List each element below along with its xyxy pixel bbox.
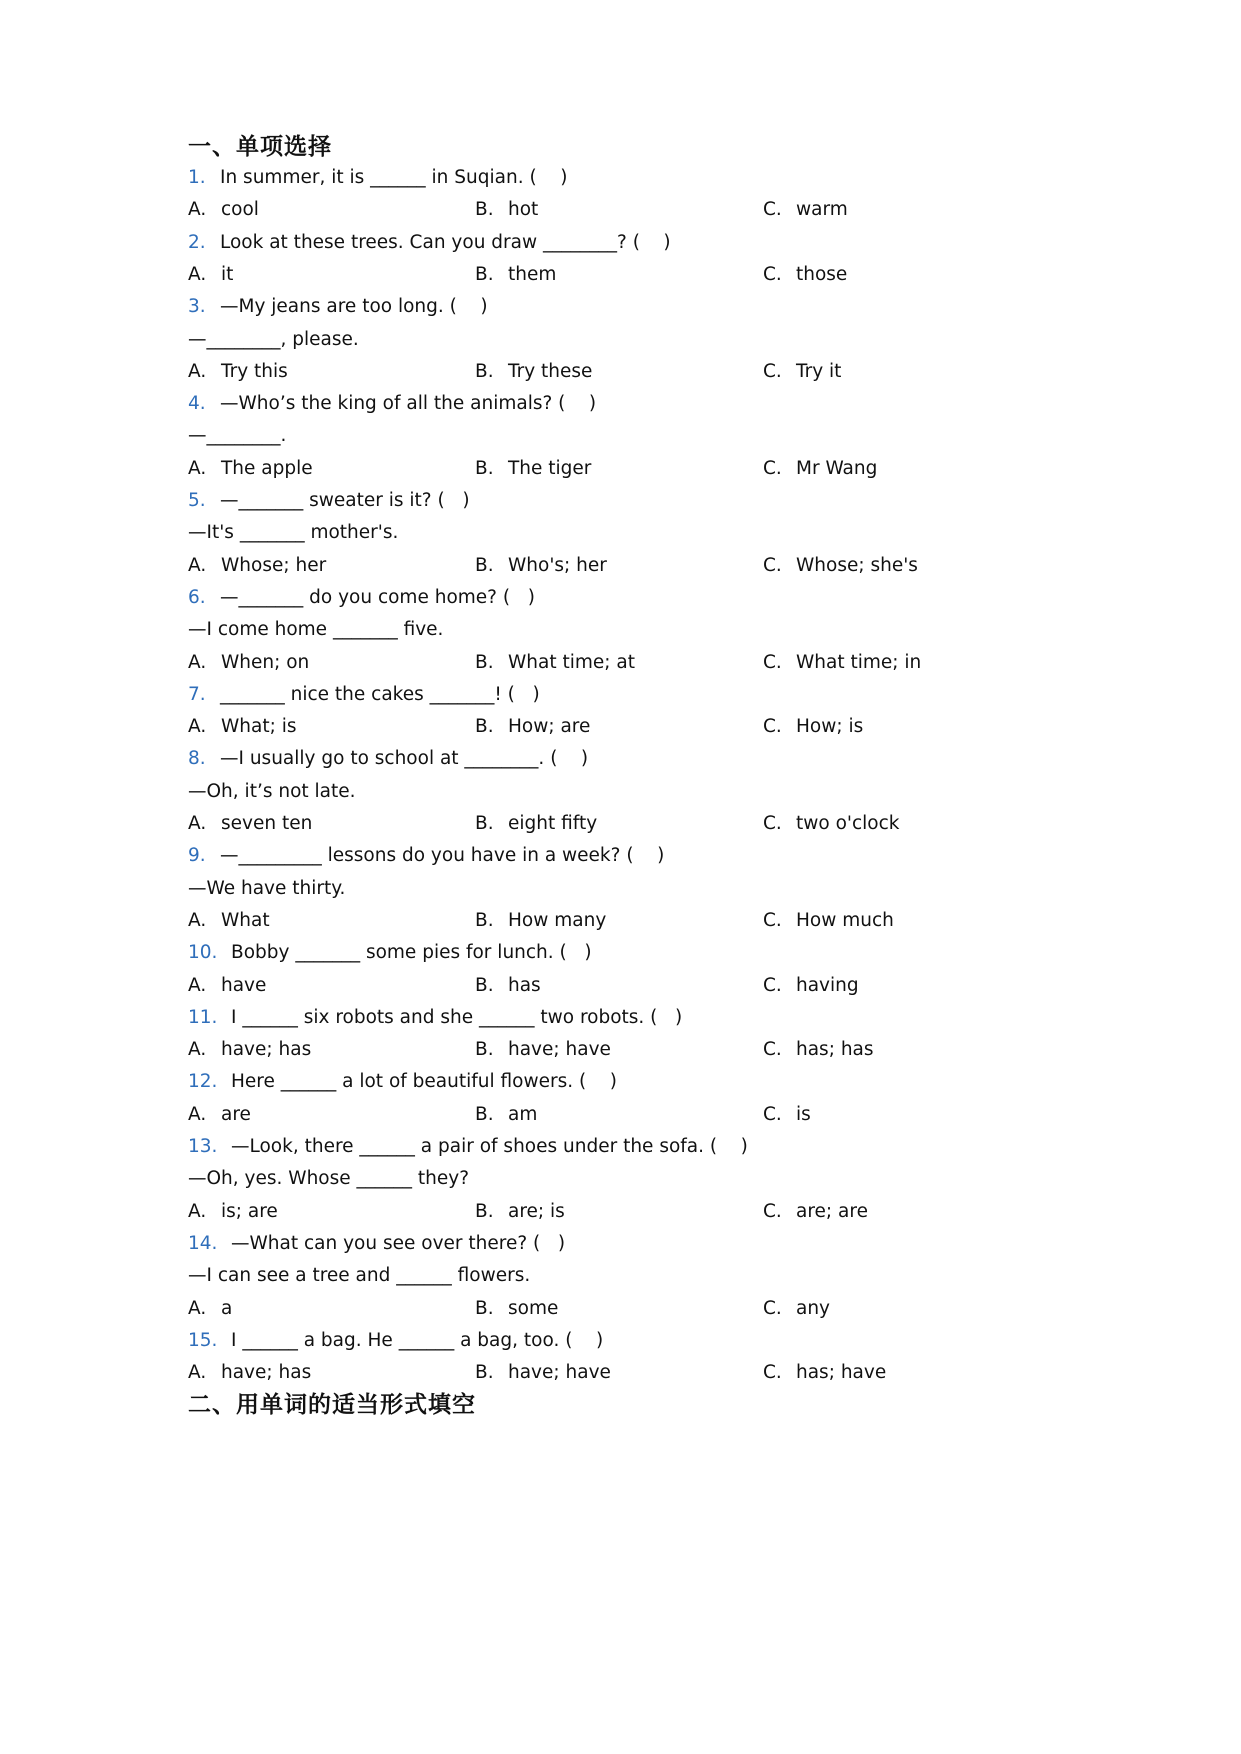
option-text: some xyxy=(508,1297,559,1319)
question-line xyxy=(188,163,567,193)
options-row xyxy=(188,971,1088,1001)
option-text: Whose; her xyxy=(221,554,327,576)
question-text: —________, please. xyxy=(188,328,359,350)
option-a[interactable] xyxy=(188,648,309,678)
question-line xyxy=(188,841,664,871)
question-number: 8. xyxy=(188,748,206,770)
question-number: 13. xyxy=(188,1136,218,1157)
options-row xyxy=(188,357,1088,387)
option-c[interactable] xyxy=(763,357,841,387)
option-text: Mr Wang xyxy=(796,457,878,479)
option-text: is; are xyxy=(221,1200,278,1222)
option-text: How; is xyxy=(796,716,864,738)
option-text: How; are xyxy=(508,716,591,738)
option-text: has; have xyxy=(796,1362,887,1384)
option-text: How much xyxy=(796,909,894,931)
option-c[interactable] xyxy=(763,906,894,936)
option-c[interactable] xyxy=(763,551,918,581)
option-b[interactable] xyxy=(475,195,538,225)
question-line xyxy=(188,744,588,774)
question-line xyxy=(188,680,540,710)
option-c[interactable] xyxy=(763,1358,886,1388)
option-text: those xyxy=(796,263,848,285)
option-letter: B. xyxy=(475,360,494,382)
question-number: 10. xyxy=(188,942,218,964)
option-text: two o'clock xyxy=(796,813,900,834)
option-letter: B. xyxy=(475,1200,494,1222)
option-letter: B. xyxy=(475,651,494,673)
option-a[interactable] xyxy=(188,809,312,839)
option-letter: C. xyxy=(763,360,782,382)
question-number: 5. xyxy=(188,490,206,511)
option-text: any xyxy=(796,1297,831,1319)
question-text: I ______ a bag. He ______ a bag, too. ( ) xyxy=(231,1329,604,1351)
question-number: 4. xyxy=(188,393,206,415)
option-text: has; has xyxy=(796,1039,874,1061)
option-letter: B. xyxy=(475,1103,494,1125)
question-text: —_______ do you come home? ( ) xyxy=(220,586,535,608)
option-text: them xyxy=(508,263,557,285)
option-letter: A. xyxy=(188,263,207,285)
question-line xyxy=(188,389,596,419)
question-line xyxy=(188,1229,565,1259)
question-text: —_________ lessons do you have in a week? ( ) xyxy=(220,845,665,867)
option-letter: A. xyxy=(188,1200,207,1222)
option-letter: C. xyxy=(763,554,782,576)
question-text: —________. xyxy=(188,425,287,447)
option-text: are xyxy=(221,1103,251,1125)
options-row xyxy=(188,1358,1088,1388)
option-text: are; are xyxy=(796,1200,868,1222)
option-a[interactable] xyxy=(188,260,233,290)
option-letter: B. xyxy=(475,813,494,834)
options-row xyxy=(188,260,1088,290)
option-c[interactable] xyxy=(763,648,921,678)
option-text: When; on xyxy=(221,651,310,673)
section-heading: 一、单项选择 xyxy=(188,133,332,160)
option-b[interactable] xyxy=(475,809,597,839)
option-a[interactable] xyxy=(188,454,313,484)
option-b[interactable] xyxy=(475,454,591,484)
option-letter: B. xyxy=(475,1039,494,1061)
answer-line xyxy=(188,325,359,355)
option-text: What time; at xyxy=(508,651,635,673)
question-text: —I come home _______ five. xyxy=(188,619,444,641)
answer-line xyxy=(188,518,398,548)
option-c[interactable] xyxy=(763,1294,830,1324)
question-text: —Who’s the king of all the animals? ( ) xyxy=(220,393,597,415)
option-text: am xyxy=(508,1103,538,1125)
option-letter: C. xyxy=(763,457,782,479)
option-text: have; has xyxy=(221,1362,312,1384)
question-number: 14. xyxy=(188,1232,218,1254)
option-text: is xyxy=(796,1103,811,1125)
question-text: —My jeans are too long. ( ) xyxy=(220,296,488,318)
options-row xyxy=(188,1035,1088,1065)
question-line xyxy=(188,228,671,258)
option-text: Whose; she's xyxy=(796,554,918,576)
option-letter: A. xyxy=(188,974,207,996)
option-letter: A. xyxy=(188,1039,207,1061)
option-b[interactable] xyxy=(475,906,606,936)
options-row xyxy=(188,454,1088,484)
option-c[interactable] xyxy=(763,195,848,225)
question-line xyxy=(188,938,592,968)
option-c[interactable] xyxy=(763,260,847,290)
option-letter: A. xyxy=(188,199,207,221)
option-text: The tiger xyxy=(508,457,592,479)
question-number: 6. xyxy=(188,586,206,608)
option-c[interactable] xyxy=(763,1197,868,1227)
question-number: 15. xyxy=(188,1329,218,1351)
option-text: have; have xyxy=(508,1362,611,1384)
option-letter: C. xyxy=(763,1362,782,1384)
option-c[interactable] xyxy=(763,712,863,742)
option-b[interactable] xyxy=(475,648,635,678)
question-text: I ______ six robots and she ______ two robots. ( ) xyxy=(231,1006,683,1028)
option-letter: B. xyxy=(475,263,494,285)
option-b[interactable] xyxy=(475,1197,565,1227)
options-row xyxy=(188,1294,1088,1324)
option-letter: A. xyxy=(188,813,207,834)
options-row xyxy=(188,551,1088,581)
question-number: 7. xyxy=(188,683,206,705)
question-text: —What can you see over there? ( ) xyxy=(231,1232,566,1254)
answer-line xyxy=(188,1261,530,1291)
option-letter: C. xyxy=(763,974,782,996)
question-text: —Oh, yes. Whose ______ they? xyxy=(188,1168,470,1190)
section-heading: 二、用单词的适当形式填空 xyxy=(188,1391,476,1419)
option-a[interactable] xyxy=(188,1100,251,1130)
question-line xyxy=(188,486,470,516)
option-text: What; is xyxy=(221,716,297,738)
option-text: have; have xyxy=(508,1039,611,1061)
question-text: —Oh, it’s not late. xyxy=(188,780,356,802)
question-text: —I usually go to school at ________. ( ) xyxy=(220,748,589,770)
question-number: 3. xyxy=(188,296,206,318)
option-text: a xyxy=(221,1297,233,1319)
option-b[interactable] xyxy=(475,1100,537,1130)
option-c[interactable] xyxy=(763,1035,874,1065)
option-a[interactable] xyxy=(188,712,297,742)
option-letter: C. xyxy=(763,716,782,738)
question-number: 2. xyxy=(188,231,206,253)
question-text: In summer, it is ______ in Suqian. ( ) xyxy=(220,167,568,188)
question-number: 11. xyxy=(188,1006,218,1028)
question-line xyxy=(188,292,488,322)
option-letter: B. xyxy=(475,974,494,996)
question-text: —_______ sweater is it? ( ) xyxy=(220,490,470,511)
option-text: What time; in xyxy=(796,651,922,673)
option-a[interactable] xyxy=(188,1294,232,1324)
option-letter: B. xyxy=(475,1362,494,1384)
option-text: Try it xyxy=(796,360,842,382)
question-text: _______ nice the cakes _______! ( ) xyxy=(220,683,540,705)
option-letter: C. xyxy=(763,651,782,673)
option-letter: C. xyxy=(763,1200,782,1222)
option-a[interactable] xyxy=(188,357,288,387)
question-number: 12. xyxy=(188,1071,218,1093)
option-letter: C. xyxy=(763,199,782,221)
option-text: What xyxy=(221,909,270,931)
question-text: Bobby _______ some pies for lunch. ( ) xyxy=(231,942,592,964)
option-letter: B. xyxy=(475,716,494,738)
option-text: warm xyxy=(796,199,848,221)
question-number: 9. xyxy=(188,845,206,867)
option-c[interactable] xyxy=(763,971,859,1001)
option-text: are; is xyxy=(508,1200,565,1222)
option-letter: A. xyxy=(188,1103,207,1125)
option-text: has xyxy=(508,974,541,996)
question-line xyxy=(188,583,535,613)
options-row xyxy=(188,906,1088,936)
option-letter: A. xyxy=(188,716,207,738)
option-b[interactable] xyxy=(475,1294,558,1324)
option-letter: B. xyxy=(475,554,494,576)
option-a[interactable] xyxy=(188,551,326,581)
option-a[interactable] xyxy=(188,906,270,936)
option-text: have; has xyxy=(221,1039,312,1061)
answer-line xyxy=(188,777,356,807)
option-c[interactable] xyxy=(763,1100,811,1130)
option-letter: A. xyxy=(188,651,207,673)
option-text: it xyxy=(221,263,234,285)
option-letter: C. xyxy=(763,813,782,834)
option-letter: B. xyxy=(475,457,494,479)
option-text: Who's; her xyxy=(508,554,607,576)
option-text: How many xyxy=(508,909,607,931)
question-text: —I can see a tree and ______ flowers. xyxy=(188,1265,531,1287)
options-row xyxy=(188,712,1088,742)
option-text: Try this xyxy=(221,360,288,382)
option-b[interactable] xyxy=(475,260,556,290)
option-b[interactable] xyxy=(475,551,607,581)
question-text: —We have thirty. xyxy=(188,877,346,899)
question-text: Here ______ a lot of beautiful flowers. ( ) xyxy=(231,1071,617,1093)
option-text: Try these xyxy=(508,360,593,382)
option-b[interactable] xyxy=(475,357,592,387)
option-letter: B. xyxy=(475,909,494,931)
option-text: hot xyxy=(508,199,539,221)
answer-line xyxy=(188,1164,469,1194)
option-text: seven ten xyxy=(221,813,313,834)
option-letter: C. xyxy=(763,909,782,931)
answer-line xyxy=(188,874,345,904)
question-number: 1. xyxy=(188,167,206,188)
option-b[interactable] xyxy=(475,1358,611,1388)
option-letter: A. xyxy=(188,1297,207,1319)
option-c[interactable] xyxy=(763,809,900,839)
question-text: —Look, there ______ a pair of shoes under the sofa. ( ) xyxy=(231,1136,748,1157)
option-text: eight fifty xyxy=(508,813,598,834)
question-line xyxy=(188,1326,603,1356)
option-text: cool xyxy=(221,199,259,221)
options-row xyxy=(188,809,1088,839)
question-text: —It's _______ mother's. xyxy=(188,522,399,544)
option-a[interactable] xyxy=(188,1197,278,1227)
options-row xyxy=(188,195,1088,225)
answer-line xyxy=(188,615,443,645)
option-letter: B. xyxy=(475,199,494,221)
option-b[interactable] xyxy=(475,1035,611,1065)
option-letter: B. xyxy=(475,1297,494,1319)
option-a[interactable] xyxy=(188,195,259,225)
option-letter: C. xyxy=(763,1297,782,1319)
option-a[interactable] xyxy=(188,1358,311,1388)
option-letter: A. xyxy=(188,909,207,931)
option-letter: A. xyxy=(188,360,207,382)
option-letter: C. xyxy=(763,1103,782,1125)
option-letter: C. xyxy=(763,1039,782,1061)
option-text: having xyxy=(796,974,859,996)
option-letter: C. xyxy=(763,263,782,285)
option-a[interactable] xyxy=(188,971,266,1001)
option-text: have xyxy=(221,974,267,996)
options-row xyxy=(188,1100,1088,1130)
question-text: Look at these trees. Can you draw ________? ( ) xyxy=(220,231,671,253)
question-line xyxy=(188,1067,617,1097)
option-letter: A. xyxy=(188,1362,207,1384)
option-b[interactable] xyxy=(475,971,541,1001)
options-row xyxy=(188,648,1088,678)
options-row xyxy=(188,1197,1088,1227)
question-line xyxy=(188,1132,748,1162)
question-line xyxy=(188,1003,682,1033)
option-c[interactable] xyxy=(763,454,877,484)
option-b[interactable] xyxy=(475,712,590,742)
option-letter: A. xyxy=(188,554,207,576)
answer-line xyxy=(188,421,286,451)
option-text: The apple xyxy=(221,457,313,479)
option-a[interactable] xyxy=(188,1035,311,1065)
option-letter: A. xyxy=(188,457,207,479)
